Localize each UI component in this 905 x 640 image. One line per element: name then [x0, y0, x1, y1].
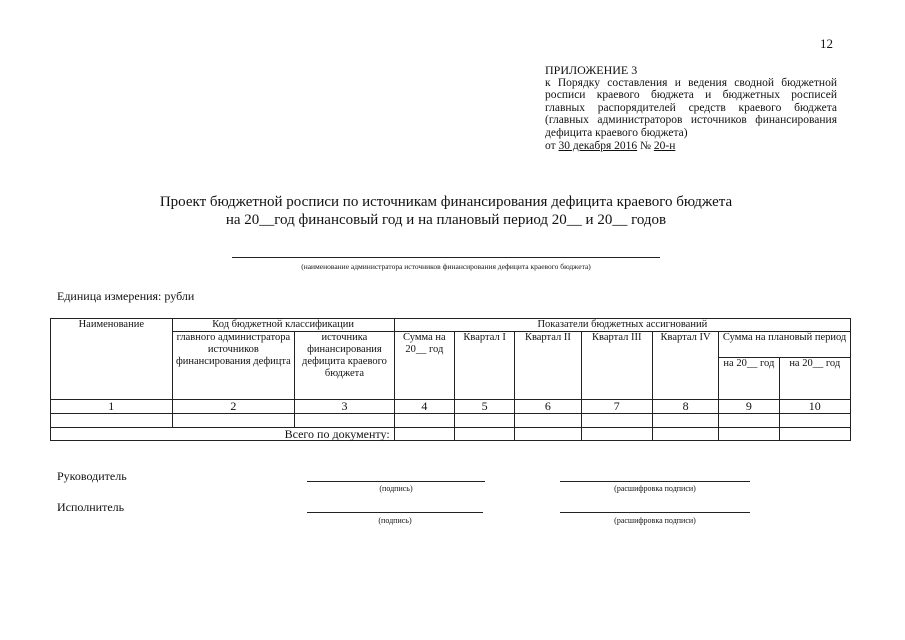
total-cell[interactable] [394, 428, 454, 441]
col-number: 5 [454, 400, 514, 414]
page-number: 12 [820, 36, 833, 51]
col-number: 10 [779, 400, 851, 414]
table-cell[interactable] [719, 414, 779, 428]
table-cell[interactable] [581, 414, 652, 428]
header-name: Наименование [51, 319, 173, 400]
table-cell[interactable] [652, 414, 718, 428]
table-cell[interactable] [779, 414, 851, 428]
date-prefix: от [545, 139, 556, 152]
total-cell[interactable] [581, 428, 652, 441]
header-main-admin: главного администратора источников финансирования дефицта [172, 332, 295, 400]
title-line-2: на 20__год финансовый год и на плановый период 20__ и 20__ годов [225, 212, 667, 228]
header-q4: Квартал IV [652, 332, 718, 400]
executor-label: Исполнитель [57, 500, 125, 514]
table-row [51, 414, 851, 428]
administrator-caption: (наименование администратора источников финансирования дефицита краевого бюджета) [301, 262, 591, 271]
col-number: 8 [652, 400, 718, 414]
date-value: 30 декабря 2016 [558, 139, 638, 152]
column-number-row [51, 400, 851, 414]
header-source: источника финансирования дефицита краевого бюджета [295, 332, 395, 400]
title-line-1: Проект бюджетной росписи по источникам финансирования дефицита краевого бюджета [159, 194, 733, 210]
document-title [120, 193, 772, 229]
table-cell[interactable] [454, 414, 514, 428]
col-number: 1 [51, 400, 173, 414]
budget-table [50, 318, 851, 441]
appendix-title: ПРИЛОЖЕНИЕ 3 [545, 63, 638, 77]
header-code: Код бюджетной классификации [172, 319, 394, 332]
header-q3: Квартал III [581, 332, 652, 400]
col-number: 6 [515, 400, 581, 414]
table-cell[interactable] [51, 414, 173, 428]
executor-decryption-caption: (расшифровка подписи) [614, 516, 696, 525]
total-cell[interactable] [779, 428, 851, 441]
executor-signature-line[interactable] [307, 512, 483, 513]
head-signature-caption: (подпись) [379, 484, 413, 493]
table-cell[interactable] [394, 414, 454, 428]
col-number: 7 [581, 400, 652, 414]
header-sum-year: Сумма на 20__ год [394, 332, 454, 400]
appendix-text: к Порядку составления и ведения сводной бюджетной росписи краевого бюджета и бюджетных росписей главных распорядителей средств краевого бюджета (главных администраторов источников финансирования дефицита краевого бюджета) [545, 76, 837, 139]
header-year-2: на 20__ год [779, 358, 851, 400]
col-number: 4 [394, 400, 454, 414]
head-decryption-line[interactable] [560, 481, 750, 482]
table-cell[interactable] [515, 414, 581, 428]
number-prefix: № [640, 139, 651, 152]
executor-signature-caption: (подпись) [378, 516, 412, 525]
header-planned-period: Сумма на плановый период [719, 332, 851, 358]
total-cell[interactable] [454, 428, 514, 441]
header-q2: Квартал II [515, 332, 581, 400]
col-number: 9 [719, 400, 779, 414]
table-cell[interactable] [172, 414, 295, 428]
head-decryption-caption: (расшифровка подписи) [614, 484, 696, 493]
table-cell[interactable] [295, 414, 395, 428]
appendix-date [545, 140, 837, 153]
total-cell[interactable] [652, 428, 718, 441]
unit-label: Единица измерения: рубли [57, 289, 195, 303]
header-year-1: на 20__ год [719, 358, 779, 400]
head-label: Руководитель [57, 469, 127, 483]
appendix-block [545, 64, 837, 152]
total-cell[interactable] [515, 428, 581, 441]
col-number: 2 [172, 400, 295, 414]
header-q1: Квартал I [454, 332, 514, 400]
header-indicators: Показатели бюджетных ассигнований [394, 319, 850, 332]
total-cell[interactable] [719, 428, 779, 441]
total-row [51, 428, 851, 441]
total-label: Всего по документу: [51, 428, 395, 441]
number-value: 20-н [653, 139, 676, 152]
col-number: 3 [295, 400, 395, 414]
executor-decryption-line[interactable] [560, 512, 750, 513]
head-signature-line[interactable] [307, 481, 485, 482]
administrator-name-line [232, 257, 660, 258]
